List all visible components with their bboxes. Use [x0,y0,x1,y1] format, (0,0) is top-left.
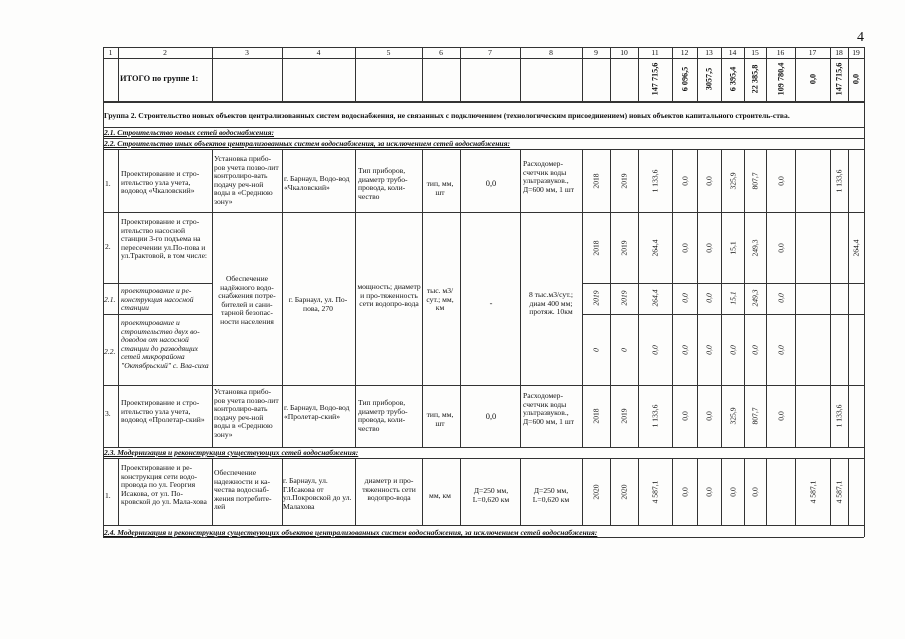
column-number-7: 7 [488,48,492,57]
value-cell: 2019 [619,173,629,189]
row-2-name: Проектирование и стро-ительство насосной станции 3-го подъема на пересечении ул.По-пова и ул.Трактовой, в том числе: [121,218,208,261]
grid-line [520,149,521,447]
row-4-unit: мм, км [429,492,451,500]
value-cell: 0,0 [704,487,714,497]
value-cell: 1 133,6 [650,404,660,428]
grid-line [103,127,864,128]
value-cell: 249,3 [750,289,760,307]
grid-line [103,212,864,213]
grid-line [721,458,722,525]
grid-line [864,47,865,101]
grid-line [830,458,831,525]
grid-line [864,149,865,447]
value-cell: 249,3 [750,239,760,257]
grid-line [672,149,673,447]
value-cell: 4 587,1 [834,480,844,504]
row-3-name: Проектирование и стро-ительство узла учета, водовод «Пролетар-ский» [121,399,205,425]
grid-line [610,458,611,525]
column-number-13: 13 [705,48,713,57]
grid-line [582,283,864,284]
value-cell: 807,7 [750,407,760,425]
value-cell: 807,7 [750,172,760,190]
grid-line [103,58,864,59]
value-cell: 325,9 [728,407,737,425]
value-cell: 0,0 [680,345,689,355]
column-number-4: 4 [316,48,321,57]
value-cell: 2020 [591,484,601,500]
grid-line [103,458,104,525]
value-cell: 3057,5 [704,67,714,91]
value-cell: 0,0 [704,176,714,186]
column-number-19: 19 [852,48,860,57]
grid-line [697,458,698,525]
row-4-name: Проектирование и ре-конструкция сети водо-провода по ул. Георгия Исакова, от ул. По-кровской до ул. Мала-хова [121,464,207,507]
grid-line [103,458,864,459]
row-2-before: - [489,300,493,308]
value-cell: 264,4 [650,289,660,307]
column-number-16: 16 [776,48,785,57]
value-cell: 0,0 [750,345,760,355]
value-cell: 0,0 [680,293,689,303]
value-cell: 0,0 [776,345,785,355]
value-cell: 109 780,4 [776,62,785,96]
grid-line [610,149,611,447]
column-number-18: 18 [835,48,843,57]
value-cell: 0,0 [750,487,760,497]
row-4-number: 1. [105,492,111,500]
value-cell: 2018 [591,408,601,424]
value-cell: 1 133,6 [834,404,844,428]
section-2-3-title: 2.3. Модернизация и реконструкция существующих сетей водоснабжения: [104,449,359,457]
value-cell: 6 395,4 [728,66,737,92]
group-2-title: Группа 2. Строительство новых объектов централизованных систем водоснабжения, не связанных с подключением (технологическим присоединением) новых объектов капитального строитель-ства. [104,111,790,120]
row-1-params: Тип приборов, диаметр трубо-провода, коли-чество [358,167,408,201]
grid-line [103,138,864,139]
value-cell: 0,0 [728,487,737,497]
row-2-after: 8 тыс.м3/сут.; диам 400 мм; протяж. 10км [529,291,573,317]
value-cell: 0,0 [728,345,737,355]
grid-line [582,458,583,525]
value-cell: 4 587,1 [808,480,817,504]
grid-line [744,458,745,525]
column-number-5: 5 [386,48,391,57]
grid-line [103,149,864,150]
row-3-before: 0,0 [485,413,497,421]
value-cell: 0,0 [704,345,714,355]
grid-line [212,458,213,525]
grid-line [460,458,461,525]
value-cell: 0,0 [776,411,785,421]
grid-line [520,458,521,525]
grid-line [103,314,212,315]
value-cell: 15,1 [728,241,737,255]
grid-line [460,149,461,447]
value-cell: 0,0 [704,293,714,303]
column-number-12: 12 [680,48,689,57]
grid-line [118,458,119,525]
value-cell: 0,0 [680,487,689,497]
value-cell: 2019 [619,290,629,306]
grid-line [638,149,639,447]
row-2-params: мощность; диаметр и про-тяженность сети водопро-вода [357,283,421,309]
column-number-9: 9 [594,48,598,57]
value-cell: 147 715,6 [834,62,844,96]
column-number-6: 6 [439,48,443,57]
value-cell: 0,0 [704,243,714,253]
grid-line [864,101,865,149]
value-cell: 325,9 [728,172,737,190]
column-number-15: 15 [751,48,759,57]
row-3-after: Расходомер-счетчик воды ультразвуков., Д=600 мм, 1 шт [523,392,575,426]
value-cell: 0,0 [680,411,689,421]
value-cell: 0,0 [680,243,689,253]
row-2-1-name: проектирование и ре-конструкция насосной станции [121,287,194,313]
column-number-2: 2 [163,48,167,57]
grid-line [672,458,673,525]
value-cell: 0,0 [808,73,817,85]
grid-line [848,149,849,447]
row-3-params: Тип приборов, диаметр трубо-провода, коли-чество [358,399,408,433]
value-cell: 0,0 [704,411,714,421]
value-cell: 147 715,6 [650,62,660,96]
row-3-number: 3. [105,410,111,418]
row-1-location: г. Барнаул, Водо-вод «Чкаловский» [284,175,350,192]
row-1-after: Расходомер-счетчик воды ультразвуков., Д=600 мм, 1 шт [523,160,575,194]
grid-line [795,149,796,447]
row-2-unit: тыс. м3/сут.; мм, км [426,287,454,313]
grid-line [103,385,864,386]
row-1-name: Проектирование и стро-ительство узла учета, водовод «Чкаловский» [121,170,200,196]
value-cell: 0,0 [851,73,861,85]
grid-line [103,101,864,103]
value-cell: 0,0 [776,176,785,186]
section-2-1-title: 2.1. Строительство новых сетей водоснабжения: [104,129,275,137]
row-4-params: диаметр и про-тяженность сети водопро-вода [362,477,416,503]
row-1-purpose: Установка прибо-ров учета позво-лит контролиро-вать подачу реч-ной воды в «Среднюю зону» [214,155,279,206]
row-4-purpose: Обеспечение надежности и ка-чества водоснаб-жения потребите-лей [214,469,272,512]
value-cell: 2020 [619,484,629,500]
column-number-10: 10 [620,48,628,57]
row-2-purpose: Обеспечение надёжного водо-снабжения потре-бителей и сани-тарной безопас-ности населения [218,275,276,326]
grid-line [766,149,767,447]
row-2-1-number: 2.1. [104,296,116,304]
value-cell: 1 133,6 [834,169,844,193]
value-cell: 2018 [591,240,601,256]
column-number-8: 8 [549,48,553,57]
row-4-location: г. Барнаул, ул. Г.Исакова от ул.Покровской до ул. Малахова [283,477,352,511]
grid-line [864,458,865,525]
row-1-before: 0,0 [485,180,497,188]
grid-line [864,447,865,458]
row-1-unit: тип, мм, шт [426,180,454,197]
grid-line [848,458,849,525]
value-cell: 1 133,6 [650,169,660,193]
column-number-3: 3 [245,48,249,57]
section-2-4-title: 2.4. Модернизация и реконструкция существующих объектов централизованных систем водоснабжения, за исключением сетей водоснабжения: [104,529,598,537]
grid-line [766,458,767,525]
page-number: 4 [857,30,864,45]
grid-line [795,458,796,525]
grid-line [212,149,213,447]
column-number-17: 17 [808,48,817,57]
row-4-before: Д=250 мм, L=0,620 км [472,487,510,504]
column-number-1: 1 [108,48,113,57]
grid-line [103,447,864,448]
row-4-after: Д=250 мм, L=0,620 км [532,487,570,504]
row-3-unit: тип, мм, шт [426,411,454,428]
value-cell: 0,0 [680,176,689,186]
row-3-purpose: Установка прибо-ров учета позво-лит контролиро-вать подачу реч-ной воды в «Среднюю зону» [214,388,279,439]
grid-line [830,149,831,447]
row-1-number: 1. [105,180,111,188]
grid-line [697,149,698,447]
value-cell: 22 385,8 [750,64,760,94]
value-cell: 2018 [591,173,601,189]
value-cell: 0,0 [650,345,660,355]
value-cell: 0,0 [776,293,785,303]
row-2-location: г. Барнаул, ул. По-пова, 270 [288,296,348,313]
grid-line [103,283,212,284]
column-number-11: 11 [651,48,659,57]
grid-line [744,149,745,447]
grid-line [864,525,865,537]
grid-line [282,149,283,447]
value-cell: 0 [591,348,601,352]
value-cell: 15,1 [728,291,737,305]
column-number-14: 14 [728,48,737,57]
grid-line [638,458,639,525]
value-cell: 264,4 [851,239,861,257]
value-cell: 6 096,5 [680,66,689,92]
row-3-location: г. Барнаул, Водо-вод «Пролетар-ский» [284,404,350,421]
value-cell: 2019 [619,240,629,256]
value-cell: 2019 [619,408,629,424]
row-2-number: 2. [105,243,111,251]
value-cell: 0 [619,348,629,352]
value-cell: 4 587,1 [650,480,660,504]
grid-line [582,314,864,315]
value-cell: 2019 [591,290,601,306]
row-2-2-number: 2.2. [104,348,116,356]
section-2-2-title: 2.2. Строительство иных объектов централизованных систем водоснабжения, за исключением сетей водоснабжения: [104,140,511,148]
row-2-2-name: проектирование и строительство двух во-доводов от насосной станции до разводящих сетей микрорайона "Октябрьский" с. Вла-сиха [121,319,209,370]
grid-line [582,149,583,447]
grid-line [103,525,864,526]
total-label: ИТОГО по группе 1: [120,75,199,83]
grid-line [721,149,722,447]
value-cell: 0,0 [776,243,785,253]
value-cell: 264,4 [650,239,660,257]
